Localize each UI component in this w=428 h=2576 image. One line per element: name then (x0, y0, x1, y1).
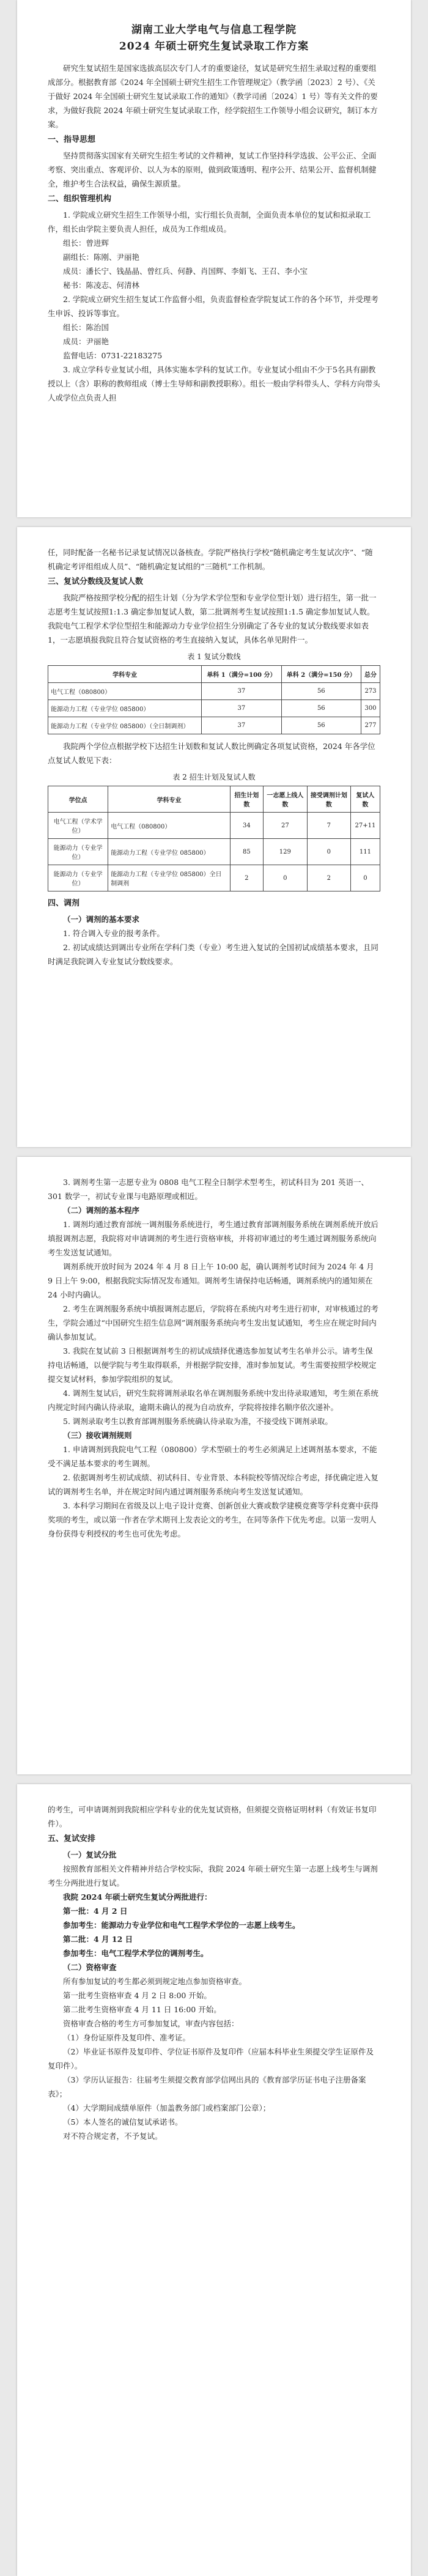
table-cell: 能源动力工程（专业学位 085800） (48, 700, 202, 717)
rule-1: 1. 申请调剂到我院电气工程（080800）学术型硕士的考生必须满足上述调剂基本要求，不能受不满足基本要求的考生调剂。 (48, 1445, 377, 1468)
table-cell: 能源动力工程（专业学位 085800）（全日制调剂） (48, 717, 202, 734)
table-cell: 2 (230, 865, 263, 891)
section-heading-3: 三、复试分数线及复试人数 (48, 577, 144, 586)
batch-summary: 我院 2024 年硕士研究生复试分两批进行： (63, 1892, 212, 1902)
review-text: 第二批考生资格审查 4 月 11 日 16:00 开始。 (63, 2005, 221, 2014)
table-cell: 0 (263, 865, 307, 891)
batch-intro: 按照教育部相关文件精神并结合学校实际，我院 2024 年硕士研究生第一志愿上线考生与调剂考生分两批进行复试。 (48, 1864, 378, 1888)
review-item: （3）学历认证报告：往届考生须提交教育部学信网出具的《教育部学历证书电子注册备案表》； (48, 2075, 366, 2098)
table-cell: 300 (361, 700, 380, 717)
table-cell: 56 (281, 683, 361, 700)
review-item: （5）本人签名的诚信复试承诺书。 (63, 2117, 183, 2127)
section-1-text: 坚持贯彻落实国家有关研究生招生考试的文件精神，复试工作坚持科学选拔、公平公正、全面考察、突出重点、客观评价、以人为本的原则，做到政策透明、程序公开、结果公开、监督机制健全，维护考生合法权益，确保生源质量。 (48, 151, 377, 188)
score-line-table (48, 665, 380, 734)
table-row (48, 865, 380, 891)
batch-2-candidates: 参加考生：电气工程学术学位的调剂考生。 (63, 1949, 208, 1958)
org-item-2: 2. 学院成立研究生招生复试工作监督小组，负责监督检查学院复试工作的各个环节，并受理考生申诉、投诉等事宜。 (48, 295, 378, 318)
table-note: 我院两个学位点根据学校下达招生计划数和复试人数比例确定各项复试资格，2024 年各学位点复试人数见下表： (48, 742, 375, 765)
org-item-3: 3. 成立学科专业复试小组，具体实施本学科的复试工作。专业复试小组由不少于5名具有副教授以上（含）职称的教师组成（博士生导师和副教授职称）。组长一般由学科带头人、学科方向带头人或学位点负责人担 (48, 365, 380, 402)
procedure-4: 4. 调剂生复试后，研究生院将调剂录取名单在调剂服务系统中发出待录取通知，考生须在系统内规定时间内确认待录取，逾期未确认的视为自动放弃，学院将按排名顺序依次递补。 (48, 1389, 378, 1412)
table-header: 单科 2（满分=150 分） (281, 666, 361, 683)
section-3-intro: 我院严格按照学校分配的招生计划（分为学术学位型和专业学位型计划）进行招生，第一批一志愿考生复试按照1:1.3 确定参加复试人数，第二批调剂考生复试按照1:1.5 确定参加复试人数。我院电气工程学术学位型招生和能源动力专业学位招生分别确定了各专业的复试分数线要求如表1，一志愿填报我院且符合复试资格的考生直接纳入复试，具体名单见附件一。 (48, 593, 377, 644)
table-cell: 273 (361, 683, 380, 700)
document-subtitle: 2024 年硕士研究生复试录取工作方案 (119, 40, 309, 53)
table-header: 学科专业 (48, 666, 202, 683)
section-heading-2: 二、组织管理机构 (48, 194, 112, 204)
subsection-heading: （二）调剂的基本程序 (63, 1206, 140, 1215)
table-header: 学科专业 (108, 786, 231, 813)
table-cell: 37 (202, 683, 281, 700)
subsection-heading: （三）接收调剂规则 (63, 1431, 132, 1440)
requirement-1: 1. 符合调入专业的报考条件。 (63, 929, 164, 938)
subsection-heading: （一）复试分批 (63, 1850, 117, 1859)
procedure-1b: 调剂系统开放时间为 2024 年 4 月 8 日上午 10:00 起，确认调剂考试时间为 2024 年 4 月 9 日上午 9:00，根据我院实际情况发布通知。调剂考生请保持电话畅通，调剂系统内的通知须在 24 小时内确认。 (48, 1262, 374, 1299)
org-secretary: 秘书：陈凌志、何清林 (63, 281, 140, 290)
procedure-1: 1. 调剂均通过教育部统一调剂服务系统进行，考生通过教育部调剂服务系统在调剂系统开放后填报调剂志愿，我院将对申请调剂的考生进行资格审核，并将初审通过的考生通过调剂服务系统向考生发送复试通知。 (48, 1220, 378, 1257)
intro-paragraph: 研究生复试招生是国家选拔高层次专门人才的重要途径，复试是研究生招生录取过程的重要组成部分。根据教育部《2024 年全国硕士研究生招生工作管理规定》（教学函〔2023〕2 号）、《关于做好 2024 年全国硕士研究生复试录取工作的通知》（教学司函〔2024〕1 号）等有关文件的要求，为做好我院 2024 年硕士研究生复试录取工作，经学院招生工作领导小组会议研究，制订本方案。 (48, 64, 378, 129)
table-header: 总分 (361, 666, 380, 683)
table-row (48, 700, 380, 717)
section-heading-1: 一、指导思想 (48, 135, 96, 144)
org-deputy: 副组长：陈刚、尹丽艳 (63, 253, 140, 262)
table-header: 复试人数 (350, 786, 380, 813)
review-text: 第一批考生资格审查 4 月 2 日 8:00 开始。 (63, 1991, 212, 2000)
procedure-5: 5. 调剂录取考生以教育部调剂服务系统确认待录取为准，不接受线下调剂录取。 (63, 1417, 333, 1426)
table-cell: 能源动力工程（专业学位 085800） (108, 839, 231, 865)
supervision-members: 成员：尹丽艳 (63, 337, 109, 346)
batch-1-candidates: 参加考生：能源动力专业学位和电气工程学术学位的一志愿上线考生。 (63, 1921, 300, 1930)
procedure-2: 2. 考生在调剂服务系统中填报调剂志愿后，学院将在系统内对考生进行初审，对审核通过的考生，学院会通过“中国研究生招生信息网”调剂服务系统向考生发出复试通知，考生应在规定时间内确认参加复试。 (48, 1304, 378, 1342)
table-1-caption: 表 1 复试分数线 (187, 652, 241, 661)
table-cell: 27+11 (350, 813, 380, 839)
org-members: 成员：潘长宁、钱晶晶、曾红兵、何静、肖国辉、李娟飞、王召、李小宝 (63, 267, 308, 276)
table-cell: 电气工程（080800） (48, 683, 202, 700)
table-header: 单科 1（满分=100 分） (202, 666, 281, 683)
review-item: （4）大学期间成绩单原件（加盖教务部门或档案部门公章）； (63, 2103, 271, 2113)
table-cell: 电气工程（学术学位） (48, 813, 108, 839)
page-1 (17, 0, 411, 517)
table-header: 招生计划数 (230, 786, 263, 813)
review-text: 资格审查合格的考生方可参加复试，审查内容包括： (63, 2019, 239, 2028)
page-4 (17, 1784, 411, 2576)
table-header: 学位点 (48, 786, 108, 813)
table-cell: 111 (350, 839, 380, 865)
table-2-caption: 表 2 招生计划及复试人数 (172, 773, 256, 781)
table-cell: 能源动力（专业学位） (48, 865, 108, 891)
supervision-leader: 组长：陈治国 (63, 323, 109, 332)
enrollment-plan-table (48, 786, 380, 891)
review-item: （2）毕业证书原件及复印件、学位证书原件及复印件（应届本科毕业生须提交学生证原件及复印件）。 (48, 2047, 374, 2070)
continued-paragraph: 的考生，可申请调剂到我院相应学科专业的优先复试资格，但须提交资格证明材料（有效证书复印件）。 (48, 1805, 377, 1828)
subsection-heading: （二）资格审查 (63, 1963, 117, 1972)
procedure-3: 3. 我院在复试前 3 日根据调剂考生的初试成绩择优遴选参加复试考生名单并公示。请考生保持电话畅通，以便学院与考生取得联系，并根据学院安排，准时参加复试。考生需要按照学校规定提交复试材料，参加学院组织的复试。 (48, 1346, 377, 1384)
review-text: 所有参加复试的考生都必须到规定地点参加资格审查。 (63, 1977, 247, 1986)
table-cell: 27 (263, 813, 307, 839)
supervision-phone: 监督电话：0731-22183275 (63, 351, 163, 360)
table-row (48, 813, 380, 839)
table-cell: 能源动力（专业学位） (48, 839, 108, 865)
table-row (48, 839, 380, 865)
subsection-heading: （一）调剂的基本要求 (63, 915, 140, 924)
table-cell: 56 (281, 717, 361, 734)
section-heading-4: 四、调剂 (48, 899, 80, 908)
rule-3: 3. 本科学习期间在省级及以上电子设计竞赛、创新创业大赛或数学建模竞赛等学科竞赛中获得奖项的考生，或以第一作者在学术期刊上发表论文的考生，在同等条件下优先考虑。以第一发明人身份获得专利授权的考生也可优先考虑。 (48, 1501, 378, 1538)
review-item: （1）身份证原件及复印件、准考证。 (63, 2033, 190, 2042)
continued-paragraph: 任，同时配备一名秘书记录复试情况以备核查。学院严格执行学校“随机确定考生复试次序”、“随机确定考评组组成人员”、“随机确定复试组的”三随机”工作机制。 (48, 548, 373, 571)
requirement-3: 3. 调剂考生第一志愿专业为 0808 电气工程全日制学术型考生，初试科目为 201 英语一、301 数学一，初试专业课与电路原理或相近。 (48, 1178, 369, 1201)
table-cell: 电气工程（080800） (108, 813, 231, 839)
org-leader: 组长：曾进辉 (63, 238, 109, 248)
page-3 (17, 1157, 411, 1774)
org-item-1: 1. 学院成立研究生招生工作领导小组，实行组长负责制，全面负责本单位的复试和拟录取工作，组长由学院主要负责人担任，成员为工作组成员。 (48, 210, 371, 234)
section-heading-5: 五、复试安排 (48, 1834, 96, 1843)
table-cell: 能源动力工程（专业学位 085800）全日制调剂 (108, 865, 231, 891)
table-row (48, 717, 380, 734)
table-cell: 37 (202, 717, 281, 734)
table-row (48, 683, 380, 700)
table-cell: 129 (263, 839, 307, 865)
table-header: 接受调剂计划数 (307, 786, 350, 813)
requirement-2: 2. 初试成绩达到调出专业所在学科门类（专业）考生进入复试的全国初试成绩基本要求，且同时满足我院调入专业复试分数线要求。 (48, 943, 378, 966)
page-2 (17, 527, 411, 1147)
table-cell: 0 (350, 865, 380, 891)
table-cell: 37 (202, 700, 281, 717)
review-text: 对不符合规定者，不予复试。 (63, 2131, 163, 2141)
table-cell: 56 (281, 700, 361, 717)
table-cell: 34 (230, 813, 263, 839)
table-cell: 277 (361, 717, 380, 734)
table-cell: 85 (230, 839, 263, 865)
table-cell: 0 (307, 839, 350, 865)
table-cell: 7 (307, 813, 350, 839)
batch-2-date: 第二批：4 月 12 日 (63, 1935, 133, 1944)
rule-2: 2. 依据调剂考生初试成绩、初试科目、专业背景、本科院校等情况综合考虑，择优确定进入复试的调剂考生名单，并在规定时间内通过调剂服务系统向考生发送复试通知。 (48, 1473, 378, 1496)
table-cell: 2 (307, 865, 350, 891)
document-title: 湖南工业大学电气与信息工程学院 (131, 24, 297, 36)
batch-1-date: 第一批：4 月 2 日 (63, 1906, 128, 1916)
table-header: 一志愿上线人数 (263, 786, 307, 813)
